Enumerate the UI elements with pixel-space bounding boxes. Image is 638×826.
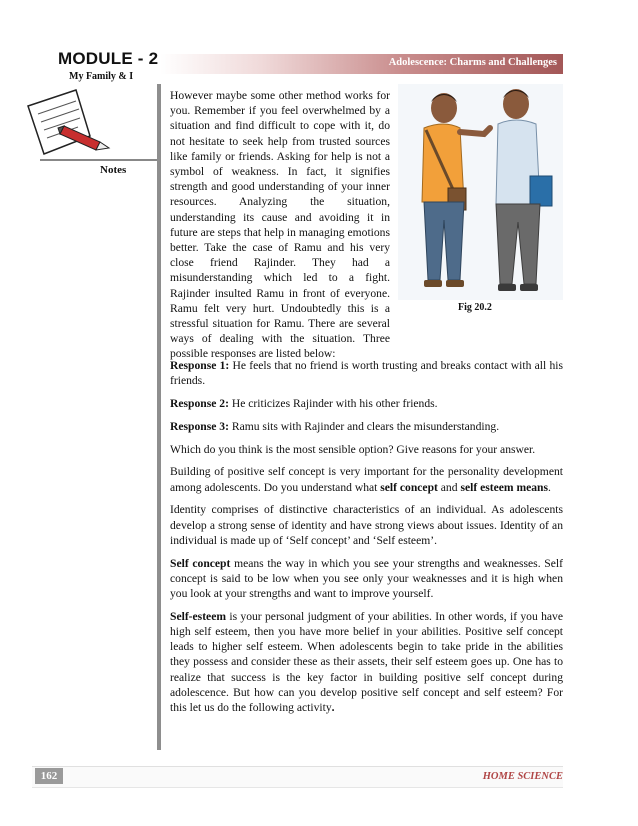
figure-two-boys-illustration	[398, 84, 563, 300]
page-number: 162	[35, 768, 63, 784]
question-paragraph: Which do you think is the most sensible option? Give reasons for your answer.	[170, 442, 536, 456]
footer-title: HOME SCIENCE	[482, 771, 563, 782]
self-esteem-paragraph: Self-esteem is your personal judgment of your abilities. In other words, if you have high self esteem, then you have more belief in your abilities. Positive self concept leads to higher self esteem. When adolescents begin to take pride in the abilities they possess and consider these as their assets, their self esteem goes up. One has to realize that success is the key factor in building positive self concept during adolescence. But how can you develop positive self concept and self esteem? For this let us do the following activity.	[170, 609, 563, 715]
module-title: MODULE - 2	[58, 49, 159, 68]
response-1: Response 1: He feels that no friend is worth trusting and breaks contact with all his friends.	[170, 359, 563, 388]
notes-label: Notes	[100, 164, 127, 176]
response-2-label: Response 2:	[170, 397, 229, 410]
chapter-title: Adolescence: Charms and Challenges	[388, 57, 557, 68]
response-3: Response 3: Ramu sits with Rajinder and clears the misunderstanding.	[170, 419, 500, 433]
building-paragraph: Building of positive self concept is very important for the personality development among adolescents. Do you understand what self concept and self esteem means.	[170, 465, 563, 494]
response-3-label: Response 3:	[170, 419, 229, 433]
notes-pencil-icon	[14, 88, 118, 160]
response-1-label: Response 1:	[170, 359, 230, 372]
self-concept-paragraph: Self concept means the way in which you see your strengths and weaknesses. Self concept is said to be low when you see only your weaknesses and it is high when you look at your strengths and want to improve yourself.	[170, 556, 563, 600]
notes-divider	[40, 159, 158, 161]
identity-paragraph: Identity comprises of distinctive characteristics of an individual. As adolescents develop a strong sense of identity and have strong views about issues. Identity of an individual is made up of ‘Self concept’ and ‘Self esteem’.	[170, 503, 563, 547]
figure-caption: Fig 20.2	[458, 302, 492, 313]
header-banner	[160, 54, 563, 74]
response-2: Response 2: He criticizes Rajinder with his other friends.	[170, 397, 438, 410]
intro-paragraph: However maybe some other method works for you. Remember if you feel overwhelmed by a situation and find difficult to cope with it, do not hesitate to seek help from trusted sources like family or friends. Asking for help is not a symbol of weakness. In fact, it signifies strength and good understanding of your inner resources. Analyzing the situation, understanding its cause and avoiding it in future are steps that help in managing emotions better. Take the case of Ramu and his very close friend Rajinder. They had a misunderstanding which led to a fight. Rajinder insulted Ramu in front of everyone. Ramu felt very hurt. Undoubtedly this is a stressful situation for Ramu. There are several ways of dealing with the situation. Three possible responses are listed below:	[170, 89, 390, 361]
margin-rule	[157, 84, 161, 750]
main-text	[170, 358, 563, 723]
module-subtitle: My Family & I	[69, 71, 134, 82]
